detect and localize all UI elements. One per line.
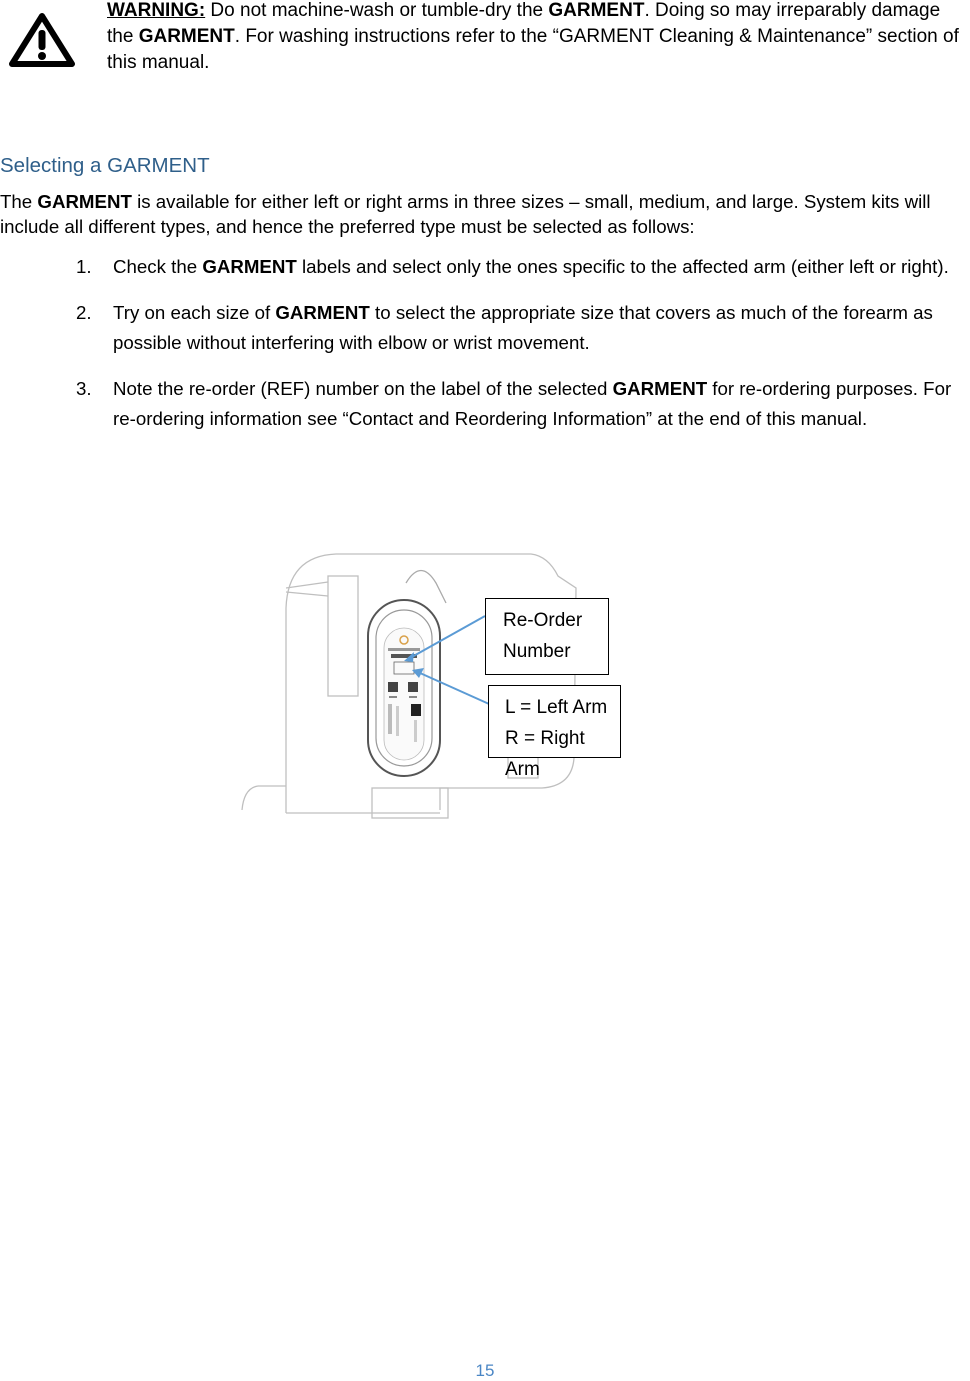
garment-term: GARMENT [138, 26, 235, 47]
step-number: 3. [76, 378, 92, 399]
warning-text-part: Do not machine-wash or tumble-dry the [205, 0, 549, 21]
step-number: 1. [76, 256, 92, 277]
step-text: Check the [113, 256, 203, 277]
page-number: 15 [475, 1361, 495, 1380]
list-item [0, 298, 970, 358]
callout-text: Number [503, 641, 571, 662]
step-number: 2. [76, 302, 92, 323]
list-item [0, 252, 970, 282]
step-text: for re-ordering purposes. For re-ordering information see “Contact and Reordering Information” at the end of this manual. [113, 378, 952, 429]
intro-paragraph [0, 189, 968, 239]
callout-arm-side [488, 685, 621, 780]
callout-text: L = Left Arm [505, 697, 608, 718]
garment-term: GARMENT [548, 0, 645, 21]
steps-list [0, 252, 970, 450]
garment-term: GARMENT [612, 378, 708, 399]
garment-term: GARMENT [202, 256, 297, 277]
step-text: Try on each size of [113, 302, 276, 323]
intro-text: is available for either left or right arms in three sizes – small, medium, and large. System kits will include all different types, and hence the preferred type must be selected as follows: [0, 191, 931, 237]
callout-text: Re-Order [503, 610, 583, 631]
intro-text: The [0, 191, 38, 212]
garment-term: GARMENT [275, 302, 370, 323]
warning-text [107, 0, 967, 76]
section-heading: Selecting a GARMENT [0, 154, 210, 177]
list-item [0, 374, 970, 434]
warning-triangle-icon [8, 12, 76, 68]
warning-text-part: . Doing so may irreparably damage the [107, 0, 941, 47]
warning-label: WARNING: [107, 0, 206, 21]
callout-reorder-number [485, 598, 609, 675]
garment-label-oval [368, 600, 440, 776]
step-text: labels and select only the ones specific to the affected arm (either left or right). [296, 256, 949, 277]
step-text: to select the appropriate size that covers as much of the forearm as possible without interfering with elbow or wrist movement. [113, 302, 933, 353]
step-text: Note the re-order (REF) number on the label of the selected [113, 378, 613, 399]
garment-term: GARMENT [37, 191, 132, 212]
warning-text-part: . For washing instructions refer to the “GARMENT Cleaning & Maintenance” section of this manual. [107, 26, 959, 73]
callout-text: R = Right Arm [505, 728, 585, 780]
